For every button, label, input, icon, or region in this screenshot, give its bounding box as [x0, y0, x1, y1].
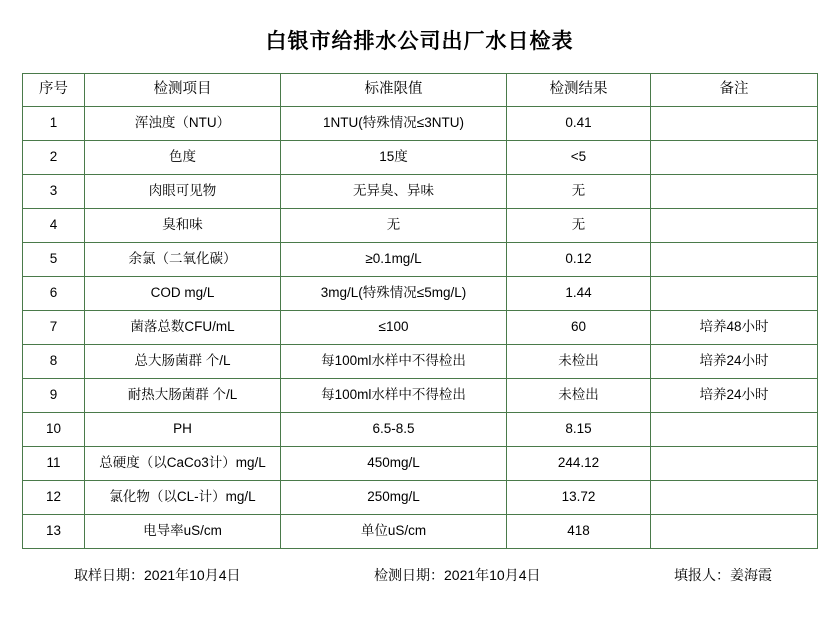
- column-header-item: 检测项目: [85, 74, 281, 107]
- cell-no: 6: [23, 277, 85, 311]
- cell-note: [651, 141, 818, 175]
- table-header-row: [23, 74, 818, 107]
- column-header-no: 序号: [23, 74, 85, 107]
- cell-no: 1: [23, 107, 85, 141]
- table-row: [23, 515, 818, 549]
- water-quality-table: [22, 73, 818, 549]
- cell-note: [651, 515, 818, 549]
- table-row: [23, 175, 818, 209]
- cell-item: COD mg/L: [85, 277, 281, 311]
- cell-item: 电导率uS/cm: [85, 515, 281, 549]
- column-header-result: 检测结果: [507, 74, 651, 107]
- cell-std: ≤100: [281, 311, 507, 345]
- cell-result: 无: [507, 175, 651, 209]
- cell-item: 肉眼可见物: [85, 175, 281, 209]
- cell-result: 0.41: [507, 107, 651, 141]
- report-page: [0, 25, 839, 619]
- cell-no: 5: [23, 243, 85, 277]
- cell-result: 无: [507, 209, 651, 243]
- cell-no: 11: [23, 447, 85, 481]
- cell-note: [651, 447, 818, 481]
- cell-no: 9: [23, 379, 85, 413]
- column-header-std: 标准限值: [281, 74, 507, 107]
- cell-std: 15度: [281, 141, 507, 175]
- cell-no: 8: [23, 345, 85, 379]
- cell-item: 余氯（二氧化碳）: [85, 243, 281, 277]
- cell-std: 每100ml水样中不得检出: [281, 345, 507, 379]
- cell-std: 单位uS/cm: [281, 515, 507, 549]
- report-footer: [0, 565, 839, 585]
- cell-result: 1.44: [507, 277, 651, 311]
- table-body: [23, 107, 818, 549]
- cell-no: 13: [23, 515, 85, 549]
- cell-item: 臭和味: [85, 209, 281, 243]
- cell-no: 3: [23, 175, 85, 209]
- cell-item: 菌落总数CFU/mL: [85, 311, 281, 345]
- cell-item: 耐热大肠菌群 个/L: [85, 379, 281, 413]
- cell-note: [651, 277, 818, 311]
- cell-result: 244.12: [507, 447, 651, 481]
- cell-std: 1NTU(特殊情况≤3NTU): [281, 107, 507, 141]
- page-title: 白银市给排水公司出厂水日检表: [265, 30, 574, 53]
- table-row: [23, 413, 818, 447]
- cell-no: 7: [23, 311, 85, 345]
- table-row: [23, 345, 818, 379]
- table-row: [23, 481, 818, 515]
- cell-no: 10: [23, 413, 85, 447]
- column-header-note: 备注: [651, 74, 818, 107]
- cell-result: <5: [507, 141, 651, 175]
- reporter-name: 填报人：姜海霞: [674, 567, 772, 583]
- cell-no: 2: [23, 141, 85, 175]
- cell-note: [651, 413, 818, 447]
- table-row: [23, 447, 818, 481]
- cell-item: 氯化物（以CL-计）mg/L: [85, 481, 281, 515]
- cell-note: [651, 107, 818, 141]
- table-row: [23, 277, 818, 311]
- table-row: [23, 107, 818, 141]
- table-header: [23, 74, 818, 107]
- cell-std: 无异臭、异味: [281, 175, 507, 209]
- cell-std: 每100ml水样中不得检出: [281, 379, 507, 413]
- cell-item: 浑浊度（NTU）: [85, 107, 281, 141]
- table-row: [23, 209, 818, 243]
- cell-item: PH: [85, 413, 281, 447]
- testing-date: 检测日期：2021年10月4日: [374, 567, 541, 583]
- cell-note: [651, 243, 818, 277]
- cell-result: 8.15: [507, 413, 651, 447]
- cell-item: 总大肠菌群 个/L: [85, 345, 281, 379]
- table-row: [23, 243, 818, 277]
- cell-result: 未检出: [507, 345, 651, 379]
- cell-note: 培养24小时: [651, 379, 818, 413]
- cell-std: 450mg/L: [281, 447, 507, 481]
- table-row: [23, 379, 818, 413]
- cell-note: [651, 481, 818, 515]
- cell-item: 色度: [85, 141, 281, 175]
- cell-no: 12: [23, 481, 85, 515]
- cell-result: 未检出: [507, 379, 651, 413]
- table-row: [23, 141, 818, 175]
- sampling-date: 取样日期：2021年10月4日: [74, 567, 241, 583]
- cell-std: ≥0.1mg/L: [281, 243, 507, 277]
- cell-result: 60: [507, 311, 651, 345]
- cell-item: 总硬度（以CaCo3计）mg/L: [85, 447, 281, 481]
- cell-result: 418: [507, 515, 651, 549]
- table-row: [23, 311, 818, 345]
- cell-note: [651, 175, 818, 209]
- cell-std: 250mg/L: [281, 481, 507, 515]
- cell-note: 培养24小时: [651, 345, 818, 379]
- cell-no: 4: [23, 209, 85, 243]
- table-container: [0, 73, 839, 549]
- cell-std: 6.5-8.5: [281, 413, 507, 447]
- cell-result: 0.12: [507, 243, 651, 277]
- cell-note: 培养48小时: [651, 311, 818, 345]
- cell-std: 3mg/L(特殊情况≤5mg/L): [281, 277, 507, 311]
- cell-std: 无: [281, 209, 507, 243]
- cell-note: [651, 209, 818, 243]
- cell-result: 13.72: [507, 481, 651, 515]
